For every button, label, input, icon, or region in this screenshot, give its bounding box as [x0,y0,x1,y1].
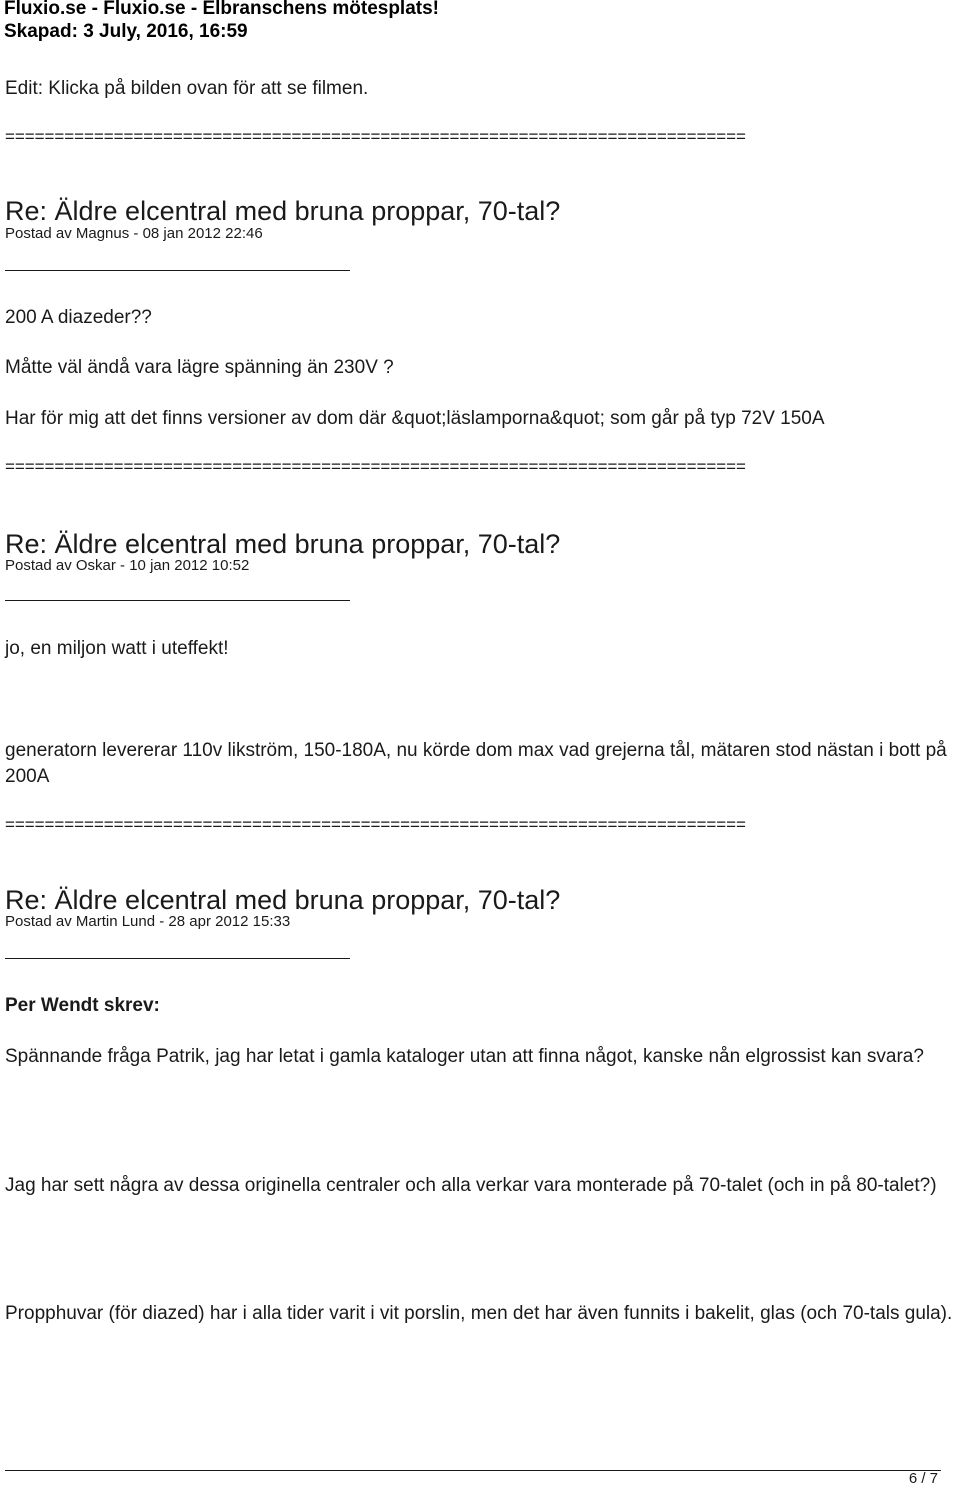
post-title: Re: Äldre elcentral med bruna proppar, 70-tal? [5,885,561,915]
post-meta: Postad av Magnus - 08 jan 2012 22:46 [5,225,263,242]
quote-author: Per Wendt skrev: [5,995,160,1016]
post-meta: Postad av Oskar - 10 jan 2012 10:52 [5,557,250,574]
separator-line: =========================================================================== [5,815,746,834]
separator-line: =========================================================================== [5,127,746,146]
post-rule [5,270,350,271]
created-date: Skapad: 3 July, 2016, 16:59 [4,21,248,42]
post-paragraph: jo, en miljon watt i uteffekt! [5,638,229,659]
post-paragraph: 200 A diazeder?? [5,307,152,328]
separator-line: =========================================================================== [5,457,746,476]
post-title: Re: Äldre elcentral med bruna proppar, 70-tal? [5,529,561,559]
document-title: Fluxio.se - Fluxio.se - Elbranschens mötesplats! [4,0,439,19]
post-paragraph: Har för mig att det finns versioner av dom där &quot;läslamporna&quot; som går på typ 72V 150A [5,408,825,429]
post-paragraph: Måtte väl ändå vara lägre spänning än 230V ? [5,357,394,378]
post-paragraph: Jag har sett några av dessa originella centraler och alla verkar vara monterade på 70-talet (och in på 80-talet?) [5,1175,937,1196]
post-meta: Postad av Martin Lund - 28 apr 2012 15:33 [5,913,291,930]
post-title: Re: Äldre elcentral med bruna proppar, 70-tal? [5,196,561,226]
page-number: 6 / 7 [908,1470,938,1487]
post-rule [5,958,350,959]
post-paragraph: Spännande fråga Patrik, jag har letat i gamla kataloger utan att finna något, kanske nån elgrossist kan svara? [5,1046,924,1067]
post-paragraph: Propphuvar (för diazed) har i alla tider varit i vit porslin, men det har även funnits i bakelit, glas (och 70-tals gula). [5,1303,953,1324]
footer-rule [5,1470,941,1471]
post-rule [5,600,350,601]
post-paragraph: generatorn levererar 110v likström, 150-180A, nu körde dom max vad grejerna tål, mätaren stod nästan i bott på 200A [5,740,947,787]
edit-note: Edit: Klicka på bilden ovan för att se filmen. [5,78,369,99]
